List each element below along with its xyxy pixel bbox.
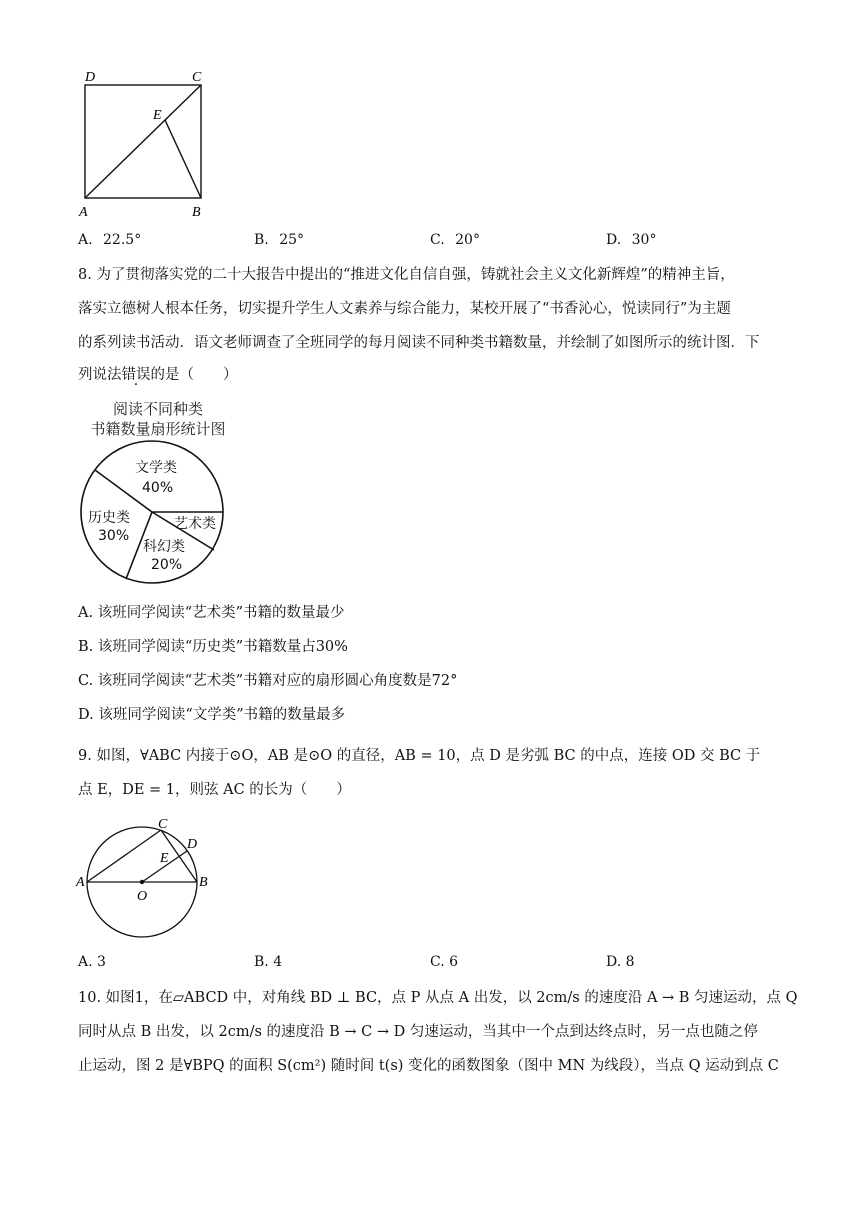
q9-circle-figure [74, 818, 214, 942]
q8-stem-line-2: 落实立德树人根本任务，切实提升学生人文素养与综合能力，某校开展了“书香沁心，悦读同行”为主题 [78, 301, 731, 317]
label-a: A [76, 875, 85, 890]
pie-label-art: 艺术类 [174, 516, 216, 532]
pie-label-history: 历史类 [88, 510, 130, 526]
q7-square-figure [76, 62, 216, 224]
q8-option-a[interactable]: A. 该班同学阅读“艺术类”书籍的数量最少 [78, 605, 345, 621]
segment-eb [165, 120, 201, 198]
diagonal-ac [85, 85, 201, 198]
q7-option-c[interactable] [430, 232, 480, 248]
label-c: C [192, 70, 202, 85]
pie-title-line-2: 书籍数量扇形统计图 [90, 420, 226, 438]
q8-option-d[interactable]: D. 该班同学阅读“文学类”书籍的数量最多 [78, 707, 346, 723]
pie-label-scifi: 科幻类 [143, 539, 185, 555]
chord-ac [87, 830, 161, 882]
q8-stem-line-3: 的系列读书活动．语文老师调查了全班同学的每月阅读不同种类书籍数量，并绘制了如图所示的统计图．下 [78, 335, 760, 351]
q7-option-a-text: 22.5° [103, 232, 142, 248]
pie-chart [78, 440, 228, 585]
label-b: B [199, 875, 208, 890]
q8-option-c[interactable]: C. 该班同学阅读“艺术类”书籍对应的扇形圆心角度数是72° [78, 673, 458, 689]
q10-stem-line-2: 同时从点 B 出发，以 2cm/s 的速度沿 B → C → D 匀速运动，当其中一个点到达终点时，另一点也随之停 [78, 1024, 758, 1040]
q8-stem-emphasis: 错误 [121, 367, 151, 383]
q10-stem-line-3: 止运动，图 2 是∀BPQ 的面积 S(cm²) 随时间 t(s) 变化的函数图象（图中 MN 为线段），当点 Q 运动到点 C [78, 1058, 779, 1074]
label-d: D [187, 837, 198, 852]
q9-option-c[interactable]: C. 6 [430, 954, 459, 970]
q9-option-b[interactable]: B. 4 [254, 954, 283, 970]
pie-label-literature: 文学类 [135, 460, 177, 476]
q9-stem-line-2: 点 E，DE = 1，则弦 AC 的长为（ ） [78, 782, 351, 798]
label-d: D [85, 70, 96, 85]
label-c: C [158, 818, 168, 832]
label-a: A [79, 205, 88, 220]
q10-stem-line-1: 10. 如图1，在▱ABCD 中，对角线 BD ⊥ BC，点 P 从点 A 出发，以 2cm/s 的速度沿 A → B 匀速运动，点 Q [78, 990, 798, 1006]
q7-option-c-text: 20° [455, 232, 480, 248]
q7-option-a-letter: A. [78, 232, 93, 248]
q7-option-d-letter: D. [606, 232, 622, 248]
q8-stem-post: 的是（ ） [150, 367, 238, 383]
q8-stem-line-4 [78, 365, 238, 385]
center-dot-o [140, 880, 144, 884]
pie-value-history: 30% [98, 528, 130, 544]
label-o: O [137, 889, 148, 904]
pie-title-line-1: 阅读不同种类 [112, 400, 203, 418]
q9-option-d[interactable]: D. 8 [606, 954, 635, 970]
q8-stem-pre: 列说法 [78, 367, 122, 383]
label-e: E [160, 851, 169, 866]
label-e: E [153, 108, 162, 123]
pie-value-scifi: 20% [151, 557, 183, 573]
q7-option-c-letter: C. [430, 232, 445, 248]
pie-chart-title [68, 399, 248, 439]
q7-option-a[interactable] [78, 232, 141, 248]
q7-option-b-text: 25° [279, 232, 305, 248]
q9-option-a[interactable]: A. 3 [78, 954, 106, 970]
q7-option-b[interactable] [254, 232, 304, 248]
q7-option-d[interactable] [606, 232, 656, 248]
pie-value-literature: 40% [142, 480, 174, 496]
q8-stem-line-1: 8. 为了贯彻落实党的二十大报告中提出的“推进文化自信自强，铸就社会主义文化新辉煌”的精神主旨， [78, 267, 735, 283]
q7-option-d-text: 30° [631, 232, 657, 248]
label-b: B [192, 205, 201, 220]
q8-option-b[interactable]: B. 该班同学阅读“历史类”书籍数量占30% [78, 639, 348, 655]
q9-stem-line-1: 9. 如图，∀ABC 内接于⊙O，AB 是⊙O 的直径，AB = 10，点 D 是劣弧 BC 的中点，连接 OD 交 BC 于 [78, 748, 761, 764]
q7-option-b-letter: B. [254, 232, 269, 248]
